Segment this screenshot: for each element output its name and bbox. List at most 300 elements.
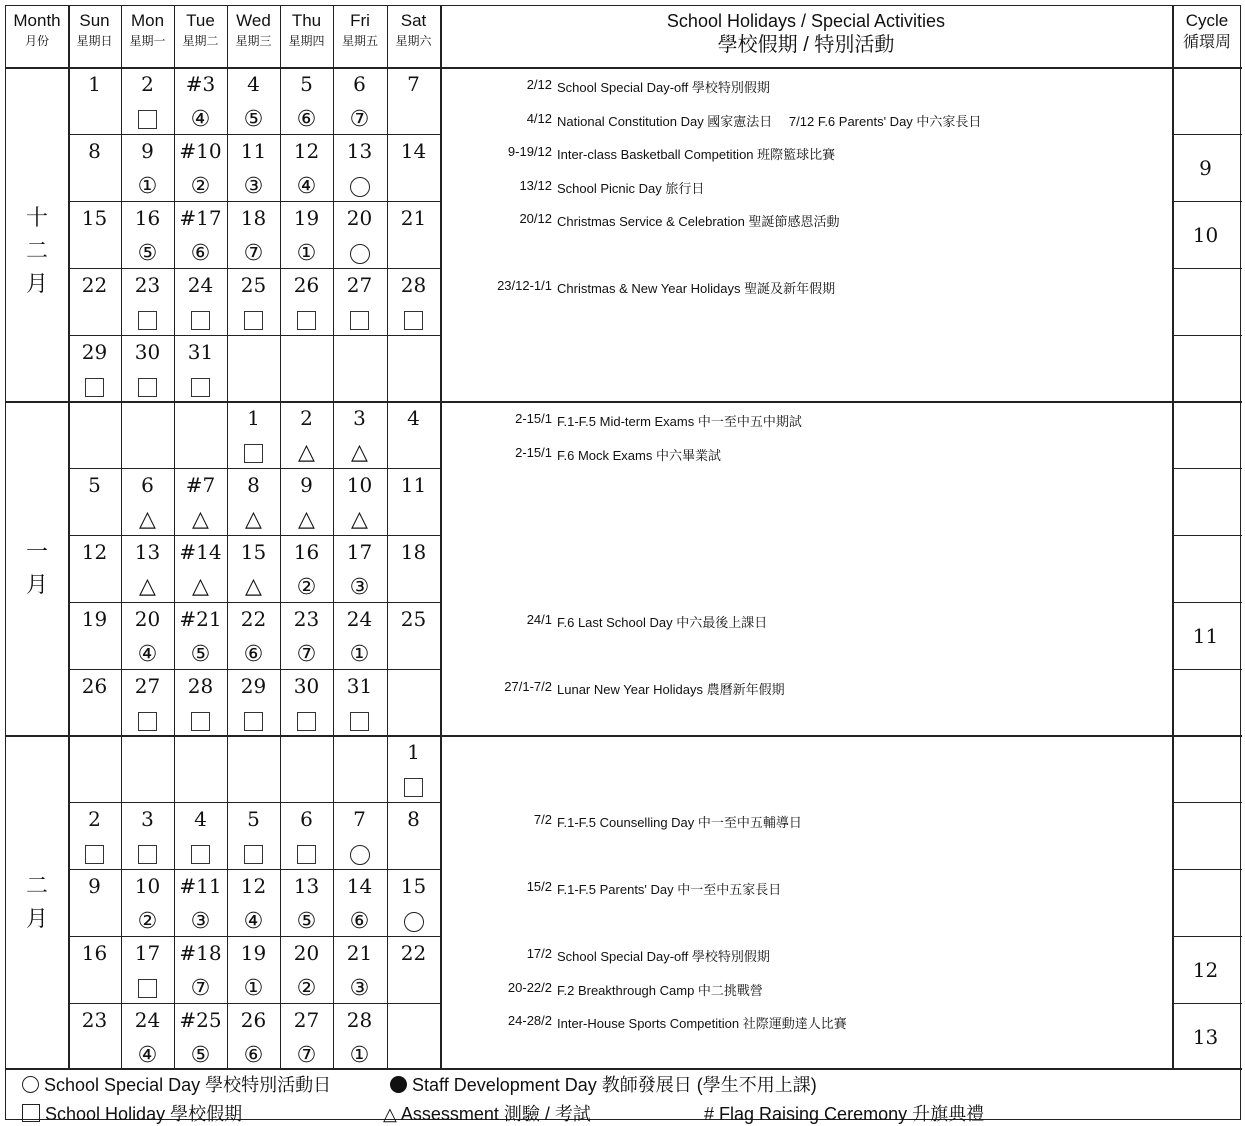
day-mark-holiday bbox=[174, 841, 227, 865]
day-number: 15 bbox=[240, 540, 267, 564]
grid-line bbox=[68, 335, 440, 336]
grid-line bbox=[1172, 134, 1242, 135]
day-mark-assessment bbox=[227, 574, 280, 599]
header-day-tue-zh: 星期二 bbox=[182, 34, 219, 48]
activity-text: F.6 Last School Day 中六最後上課日 bbox=[557, 615, 768, 630]
day-mark-symbol: ② bbox=[296, 975, 317, 1001]
day-mark-symbol: ④ bbox=[137, 1042, 158, 1068]
day-number: 22 bbox=[240, 607, 267, 631]
day-number: 4 bbox=[247, 72, 260, 96]
day-mark-symbol: ⑤ bbox=[137, 240, 158, 266]
day-number: 9 bbox=[300, 473, 313, 497]
day-mark-symbol: ⑤ bbox=[190, 641, 211, 667]
grid-line bbox=[1172, 335, 1242, 336]
day-mark-assessment bbox=[227, 507, 280, 532]
activity-text: Christmas & New Year Holidays 聖誕及新年假期 bbox=[557, 281, 836, 296]
day-mark-symbol: ⑥ bbox=[243, 641, 264, 667]
grid-line bbox=[1172, 201, 1242, 202]
day-number: 7 bbox=[353, 807, 366, 831]
day-number: 12 bbox=[81, 540, 108, 564]
day-mark-holiday bbox=[333, 708, 386, 732]
day-number: #17 bbox=[179, 206, 222, 230]
day-number: 28 bbox=[400, 273, 427, 297]
day-mark-cycle-day bbox=[280, 908, 333, 934]
day-number: 27 bbox=[346, 273, 373, 297]
activity-text: Inter-class Basketball Competition 班際籃球比賽 bbox=[557, 147, 836, 162]
day-mark-holiday bbox=[387, 307, 440, 331]
grid-line bbox=[68, 134, 440, 135]
cycle-week: 9 bbox=[1199, 156, 1212, 180]
day-mark-special-day bbox=[333, 240, 386, 264]
day-mark-holiday bbox=[174, 374, 227, 398]
activity-date: 20/12 bbox=[519, 211, 552, 226]
day-mark-holiday bbox=[68, 374, 121, 398]
header-day-mon bbox=[121, 10, 174, 66]
day-mark-symbol bbox=[350, 177, 370, 197]
day-mark-special-day bbox=[333, 173, 386, 197]
activity-date: 2/12 bbox=[526, 77, 552, 92]
day-mark-symbol: ② bbox=[137, 908, 158, 934]
activity-text: Christmas Service & Celebration 聖誕節感恩活動 bbox=[557, 214, 840, 229]
day-number: 2 bbox=[141, 72, 154, 96]
day-mark-symbol: ⑤ bbox=[243, 106, 264, 132]
day-mark-symbol bbox=[350, 311, 369, 330]
month-label-char: 月 bbox=[25, 907, 48, 932]
month-label-char: 十 bbox=[25, 206, 48, 231]
day-mark-assessment bbox=[280, 507, 333, 532]
day-mark-symbol bbox=[138, 845, 157, 864]
day-number: 11 bbox=[240, 139, 267, 163]
activity-date: 2-15/1 bbox=[515, 444, 552, 460]
day-number: 2 bbox=[300, 406, 313, 430]
day-mark-symbol: ④ bbox=[190, 106, 211, 132]
header-day-mon-en: Mon bbox=[130, 11, 165, 30]
cycle-week: 10 bbox=[1192, 223, 1219, 247]
day-mark-holiday bbox=[174, 708, 227, 732]
filled-circle-icon bbox=[390, 1076, 407, 1093]
day-mark-assessment bbox=[333, 440, 386, 465]
day-number: #7 bbox=[185, 473, 216, 497]
day-mark-cycle-day bbox=[333, 574, 386, 600]
square-icon bbox=[22, 1104, 40, 1122]
day-number: 13 bbox=[346, 139, 373, 163]
header-day-sun bbox=[68, 10, 121, 66]
day-mark-holiday bbox=[333, 307, 386, 331]
day-mark-holiday bbox=[227, 841, 280, 865]
day-mark-symbol bbox=[297, 845, 316, 864]
day-number: 1 bbox=[247, 406, 260, 430]
day-mark-special-day bbox=[333, 841, 386, 865]
day-mark-symbol: ⑦ bbox=[190, 975, 211, 1001]
grid-line bbox=[1172, 936, 1242, 937]
day-mark-symbol bbox=[191, 311, 210, 330]
day-mark-symbol: ① bbox=[243, 975, 264, 1001]
day-number: #3 bbox=[185, 72, 216, 96]
day-mark-symbol bbox=[85, 845, 104, 864]
day-mark-cycle-day bbox=[227, 641, 280, 667]
activity-row bbox=[519, 211, 840, 230]
day-mark-symbol: △ bbox=[192, 574, 209, 599]
day-mark-symbol: ⑦ bbox=[243, 240, 264, 266]
grid-line bbox=[6, 735, 1242, 737]
grid-line bbox=[6, 1068, 1242, 1070]
grid-line bbox=[68, 1003, 440, 1004]
header-cycle bbox=[1172, 10, 1242, 66]
day-mark-holiday bbox=[227, 440, 280, 464]
day-mark-symbol: △ bbox=[298, 507, 315, 532]
activity-row bbox=[507, 1013, 847, 1032]
activity-text: F.6 Mock Exams 中六畢業試 bbox=[557, 447, 721, 463]
activity-row bbox=[507, 144, 836, 163]
day-number: 15 bbox=[400, 874, 427, 898]
day-mark-cycle-day bbox=[121, 641, 174, 667]
grid-line bbox=[68, 268, 440, 269]
open-circle-icon bbox=[22, 1076, 39, 1093]
grid-line bbox=[68, 936, 440, 937]
activity-date: 24-28/2 bbox=[507, 1013, 552, 1028]
day-number: 9 bbox=[88, 874, 101, 898]
header-holidays bbox=[440, 10, 1172, 66]
grid-line bbox=[68, 535, 440, 536]
day-number: 21 bbox=[346, 941, 373, 965]
day-mark-assessment bbox=[333, 507, 386, 532]
activity-row bbox=[526, 879, 782, 898]
day-number: 6 bbox=[300, 807, 313, 831]
day-mark-symbol: ⑥ bbox=[349, 908, 370, 934]
day-mark-symbol: ⑦ bbox=[296, 1042, 317, 1068]
day-number: 26 bbox=[81, 674, 108, 698]
day-mark-symbol bbox=[244, 444, 263, 463]
header-day-fri-zh: 星期五 bbox=[341, 34, 378, 48]
activity-text: F.1-F.5 Parents' Day 中一至中五家長日 bbox=[557, 882, 782, 897]
day-mark-symbol: △ bbox=[192, 507, 209, 532]
day-mark-cycle-day bbox=[333, 908, 386, 934]
day-mark-symbol: ⑦ bbox=[296, 641, 317, 667]
day-mark-symbol: ④ bbox=[296, 173, 317, 199]
day-number: #18 bbox=[179, 941, 222, 965]
activity-text: Inter-House Sports Competition 社際運動達人比賽 bbox=[557, 1016, 847, 1031]
activity-date: 20-22/2 bbox=[507, 979, 552, 995]
day-number: 19 bbox=[81, 607, 108, 631]
day-number: #10 bbox=[179, 139, 222, 163]
day-number: 13 bbox=[134, 540, 161, 564]
day-number: 6 bbox=[353, 72, 366, 96]
day-number: 5 bbox=[88, 473, 101, 497]
activity-row bbox=[533, 812, 802, 831]
grid-line bbox=[1172, 268, 1242, 269]
header-day-sun-zh: 星期日 bbox=[76, 34, 113, 48]
day-mark-cycle-day bbox=[121, 240, 174, 266]
day-mark-symbol: ③ bbox=[349, 975, 370, 1001]
day-number: 8 bbox=[247, 473, 260, 497]
header-holidays-en: School Holidays / Special Activities bbox=[666, 11, 946, 31]
day-number: 30 bbox=[293, 674, 320, 698]
day-mark-cycle-day bbox=[121, 1042, 174, 1068]
day-mark-symbol: ② bbox=[190, 173, 211, 199]
day-number: 10 bbox=[346, 473, 373, 497]
activity-row bbox=[507, 979, 763, 999]
grid-line bbox=[1172, 869, 1242, 870]
legend-flag bbox=[704, 1100, 984, 1126]
day-mark-cycle-day bbox=[121, 173, 174, 199]
header-day-thu bbox=[280, 10, 333, 66]
day-mark-symbol: △ bbox=[139, 574, 156, 599]
header-day-tue-en: Tue bbox=[186, 11, 215, 30]
day-number: 12 bbox=[240, 874, 267, 898]
day-mark-holiday bbox=[174, 307, 227, 331]
day-mark-symbol bbox=[138, 110, 157, 129]
day-mark-holiday bbox=[280, 708, 333, 732]
day-mark-symbol bbox=[404, 311, 423, 330]
day-number: 31 bbox=[187, 340, 214, 364]
day-mark-cycle-day bbox=[333, 641, 386, 667]
day-number: 2 bbox=[88, 807, 101, 831]
day-number: 19 bbox=[240, 941, 267, 965]
day-mark-cycle-day bbox=[174, 106, 227, 132]
day-mark-holiday bbox=[121, 841, 174, 865]
activity-date: 24/1 bbox=[526, 612, 552, 627]
grid-line bbox=[68, 802, 440, 803]
day-mark-cycle-day bbox=[280, 106, 333, 132]
day-mark-cycle-day bbox=[174, 908, 227, 934]
day-number: 9 bbox=[141, 139, 154, 163]
cycle-week: 11 bbox=[1192, 624, 1219, 648]
header-cycle-zh: 循環周 bbox=[1182, 34, 1231, 51]
day-mark-symbol: ① bbox=[349, 1042, 370, 1068]
day-number: 22 bbox=[81, 273, 108, 297]
day-number: 19 bbox=[293, 206, 320, 230]
day-mark-holiday bbox=[227, 708, 280, 732]
day-mark-cycle-day bbox=[227, 240, 280, 266]
day-mark-symbol bbox=[350, 845, 370, 865]
day-number: 6 bbox=[141, 473, 154, 497]
day-mark-symbol bbox=[244, 845, 263, 864]
grid-line bbox=[1172, 1003, 1242, 1004]
day-number: 30 bbox=[134, 340, 161, 364]
day-mark-assessment bbox=[174, 507, 227, 532]
grid-line bbox=[68, 201, 440, 202]
day-number: 31 bbox=[346, 674, 373, 698]
month-label bbox=[6, 202, 68, 301]
day-mark-cycle-day bbox=[227, 1042, 280, 1068]
day-number: 10 bbox=[134, 874, 161, 898]
header-day-fri bbox=[333, 10, 387, 66]
day-mark-cycle-day bbox=[227, 908, 280, 934]
grid-line bbox=[1172, 669, 1242, 670]
day-mark-symbol: △ bbox=[245, 574, 262, 599]
day-number: 15 bbox=[81, 206, 108, 230]
day-mark-cycle-day bbox=[227, 106, 280, 132]
day-mark-cycle-day bbox=[333, 975, 386, 1001]
legend-special-day-text: School Special Day 學校特別活動日 bbox=[44, 1075, 332, 1095]
day-mark-symbol: ③ bbox=[190, 908, 211, 934]
day-number: 3 bbox=[353, 406, 366, 430]
day-mark-cycle-day bbox=[280, 641, 333, 667]
day-mark-holiday bbox=[121, 975, 174, 999]
header-day-fri-en: Fri bbox=[350, 11, 370, 30]
day-mark-symbol bbox=[191, 378, 210, 397]
legend-assessment bbox=[383, 1100, 591, 1126]
day-number: 22 bbox=[400, 941, 427, 965]
legend-special-day bbox=[22, 1071, 331, 1097]
grid-line bbox=[1172, 468, 1242, 469]
day-number: 1 bbox=[407, 740, 420, 764]
day-number: 20 bbox=[293, 941, 320, 965]
day-number: 17 bbox=[134, 941, 161, 965]
activity-text: F.2 Breakthrough Camp 中二挑戰營 bbox=[557, 982, 763, 998]
day-mark-symbol bbox=[297, 311, 316, 330]
day-number: 26 bbox=[240, 1008, 267, 1032]
day-number: 4 bbox=[407, 406, 420, 430]
day-mark-symbol bbox=[191, 845, 210, 864]
legend-assessment-text: △ Assessment 測驗 / 考試 bbox=[383, 1104, 591, 1124]
day-number: 21 bbox=[400, 206, 427, 230]
day-number: 5 bbox=[300, 72, 313, 96]
day-mark-symbol: ⑤ bbox=[190, 1042, 211, 1068]
day-mark-cycle-day bbox=[174, 641, 227, 667]
day-mark-symbol: △ bbox=[351, 507, 368, 532]
day-mark-special-day bbox=[387, 908, 440, 932]
month-label-char: 二 bbox=[25, 874, 48, 899]
day-mark-assessment bbox=[280, 440, 333, 465]
day-number: 8 bbox=[407, 807, 420, 831]
activity-text: F.1-F.5 Mid-term Exams 中一至中五中期試 bbox=[557, 414, 802, 429]
activity-text: National Constitution Day 國家憲法日 7/12 F.6 Parents' Day 中六家長日 bbox=[557, 113, 982, 129]
activity-date: 4/12 bbox=[526, 110, 552, 126]
day-mark-symbol: ① bbox=[137, 173, 158, 199]
day-mark-cycle-day bbox=[174, 975, 227, 1001]
day-number: 4 bbox=[194, 807, 207, 831]
grid-line bbox=[6, 67, 1242, 69]
day-number: 18 bbox=[400, 540, 427, 564]
day-number: 16 bbox=[134, 206, 161, 230]
activity-row bbox=[526, 77, 770, 96]
header-day-wed-en: Wed bbox=[236, 11, 271, 30]
day-mark-symbol: △ bbox=[245, 507, 262, 532]
day-number: 1 bbox=[88, 72, 101, 96]
day-number: 28 bbox=[346, 1008, 373, 1032]
day-number: 11 bbox=[400, 473, 427, 497]
day-mark-symbol: ① bbox=[296, 240, 317, 266]
day-mark-cycle-day bbox=[333, 1042, 386, 1068]
day-number: #14 bbox=[179, 540, 222, 564]
month-label-char: 一 bbox=[25, 540, 48, 565]
activity-date: 13/12 bbox=[519, 177, 552, 193]
day-number: 25 bbox=[400, 607, 427, 631]
day-mark-cycle-day bbox=[280, 240, 333, 266]
activity-row bbox=[504, 679, 785, 698]
day-mark-symbol: ② bbox=[296, 574, 317, 600]
grid-line bbox=[68, 602, 440, 603]
activity-row bbox=[526, 612, 768, 631]
day-number: 25 bbox=[240, 273, 267, 297]
grid-line bbox=[68, 6, 70, 1068]
activity-text: Lunar New Year Holidays 農曆新年假期 bbox=[557, 682, 785, 697]
day-mark-symbol: △ bbox=[139, 507, 156, 532]
day-number: 12 bbox=[293, 139, 320, 163]
header-day-thu-en: Thu bbox=[291, 11, 322, 30]
header-day-wed-zh: 星期三 bbox=[235, 34, 272, 48]
activity-date: 2-15/1 bbox=[515, 411, 552, 426]
day-mark-assessment bbox=[121, 507, 174, 532]
activity-text: School Special Day-off 學校特別假期 bbox=[557, 949, 770, 964]
day-mark-symbol bbox=[138, 712, 157, 731]
day-number: 24 bbox=[134, 1008, 161, 1032]
day-mark-symbol bbox=[404, 778, 423, 797]
activity-date: 23/12-1/1 bbox=[497, 278, 552, 293]
day-mark-holiday bbox=[280, 307, 333, 331]
day-mark-symbol bbox=[138, 979, 157, 998]
day-mark-symbol: ⑥ bbox=[243, 1042, 264, 1068]
day-number: 27 bbox=[293, 1008, 320, 1032]
month-label bbox=[6, 536, 68, 602]
day-number: 14 bbox=[400, 139, 427, 163]
month-label bbox=[6, 870, 68, 936]
legend-holiday bbox=[22, 1100, 242, 1126]
activity-row bbox=[526, 946, 770, 965]
activity-date: 15/2 bbox=[526, 879, 552, 894]
day-mark-symbol bbox=[350, 244, 370, 264]
month-label-char: 月 bbox=[25, 573, 48, 598]
activity-row bbox=[497, 278, 836, 297]
day-number: 5 bbox=[247, 807, 260, 831]
day-number: 24 bbox=[187, 273, 214, 297]
day-number: 17 bbox=[346, 540, 373, 564]
day-mark-cycle-day bbox=[280, 173, 333, 199]
month-label-char: 月 bbox=[25, 272, 48, 297]
legend-flag-text: # Flag Raising Ceremony 升旗典禮 bbox=[704, 1104, 985, 1124]
day-mark-cycle-day bbox=[280, 975, 333, 1001]
day-number: 23 bbox=[134, 273, 161, 297]
day-mark-symbol bbox=[138, 378, 157, 397]
header-day-sat-zh: 星期六 bbox=[395, 34, 432, 48]
day-mark-cycle-day bbox=[174, 173, 227, 199]
day-mark-symbol: ⑤ bbox=[296, 908, 317, 934]
day-number: 29 bbox=[81, 340, 108, 364]
day-mark-cycle-day bbox=[174, 1042, 227, 1068]
activity-row bbox=[519, 177, 705, 197]
day-mark-symbol bbox=[297, 712, 316, 731]
school-calendar bbox=[5, 5, 1241, 1124]
activity-text: School Special Day-off 學校特別假期 bbox=[557, 80, 770, 95]
grid-line bbox=[1172, 802, 1242, 803]
day-mark-cycle-day bbox=[174, 240, 227, 266]
day-number: 20 bbox=[346, 206, 373, 230]
day-mark-symbol: △ bbox=[351, 440, 368, 465]
day-mark-symbol: ③ bbox=[243, 173, 264, 199]
header-day-sun-en: Sun bbox=[79, 11, 110, 30]
activity-date: 27/1-7/2 bbox=[504, 679, 552, 694]
day-mark-symbol: ④ bbox=[243, 908, 264, 934]
day-mark-symbol: ⑥ bbox=[296, 106, 317, 132]
day-mark-cycle-day bbox=[227, 975, 280, 1001]
day-mark-symbol bbox=[404, 912, 424, 932]
header-month-en: Month bbox=[13, 11, 61, 30]
header-day-thu-zh: 星期四 bbox=[288, 34, 325, 48]
header-month-zh: 月份 bbox=[24, 34, 49, 48]
day-mark-holiday bbox=[68, 841, 121, 865]
day-number: 29 bbox=[240, 674, 267, 698]
day-number: 14 bbox=[346, 874, 373, 898]
day-mark-holiday bbox=[121, 106, 174, 130]
day-number: #25 bbox=[179, 1008, 222, 1032]
grid-line bbox=[1172, 602, 1242, 603]
day-mark-cycle-day bbox=[227, 173, 280, 199]
day-number: 3 bbox=[141, 807, 154, 831]
day-mark-cycle-day bbox=[121, 908, 174, 934]
activity-text: School Picnic Day 旅行日 bbox=[557, 180, 705, 196]
grid-line bbox=[440, 6, 442, 1068]
